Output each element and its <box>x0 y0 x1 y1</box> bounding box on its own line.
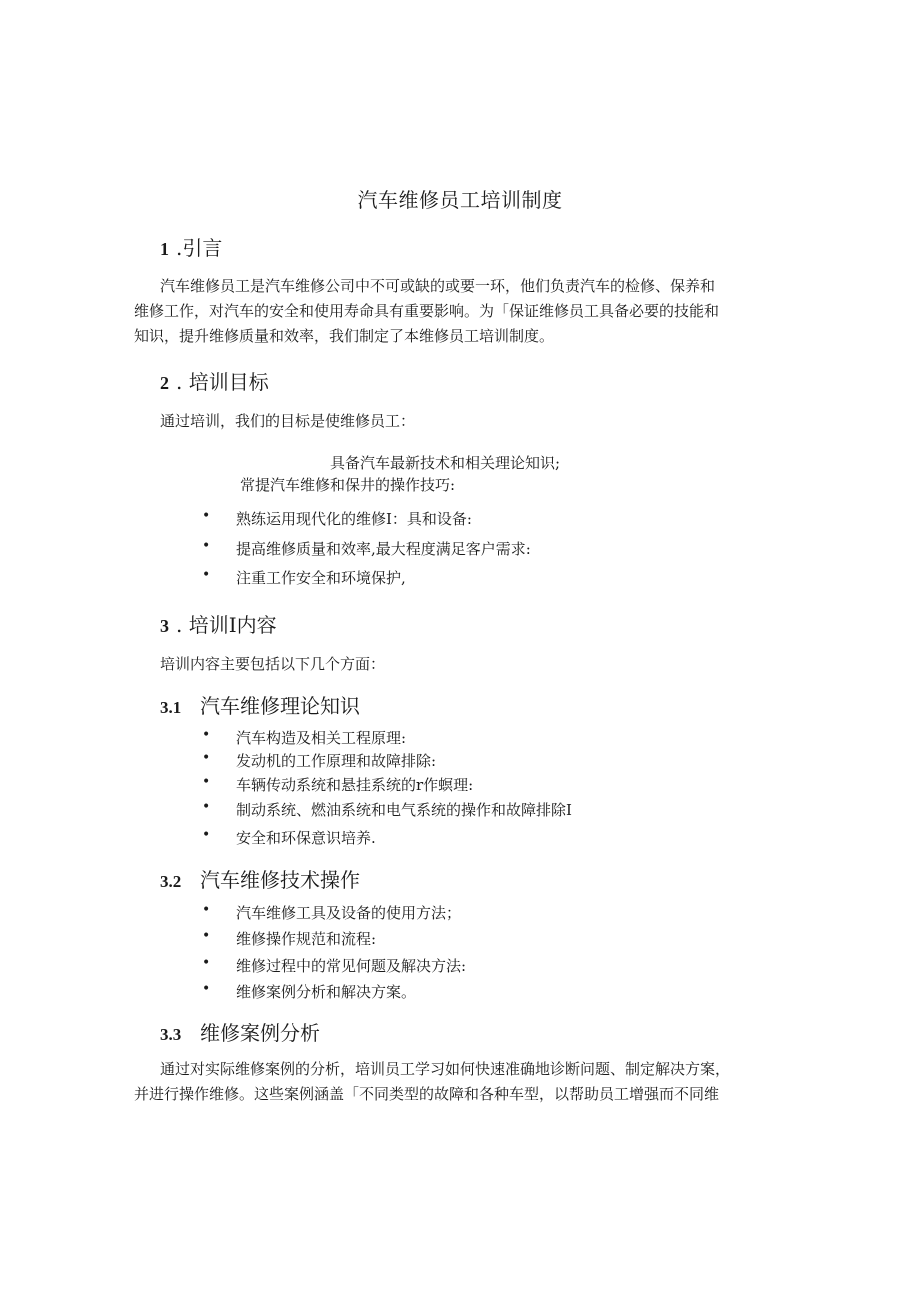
theory-bullet-text: 车辆传动系统和悬挂系统的r作螟理: <box>236 776 474 794</box>
section-2-intro: 通过培训，我们的目标是使维修员工： <box>160 412 416 430</box>
subsection-title: 汽车维修理论知识 <box>200 694 360 718</box>
subsection-number: 3.3 <box>160 1025 182 1044</box>
bullet-icon: • <box>202 955 211 971</box>
subsection-number: 3.1 <box>160 698 182 717</box>
goal-bullet-text: 注重工作安全和环境保护, <box>236 569 406 587</box>
goal-bullet-text: 熟练运用现代化的维修I：具和设备: <box>236 510 472 528</box>
section-1-paragraph-line: 知识，提升维修质量和效率，我们制定了本维修员工培训制度。 <box>134 327 555 345</box>
bullet-icon: • <box>202 567 211 583</box>
bullet-icon: • <box>202 981 211 997</box>
goal-bullet-item <box>202 567 406 588</box>
theory-bullet-text: 汽车构造及相关工程原理: <box>236 729 407 747</box>
operation-bullet-item <box>202 981 417 1002</box>
case-paragraph-line: 通过对实际维修案例的分析，培训员工学习如何快速准确地诊断问题、制定解决方案， <box>160 1060 731 1078</box>
bullet-icon: • <box>202 902 211 918</box>
bullet-icon: • <box>202 928 211 944</box>
section-number: 1 <box>160 239 169 259</box>
bullet-icon: • <box>202 799 211 815</box>
operation-bullet-text: 维修过程中的常见何题及解决方法: <box>236 957 467 975</box>
bullet-icon: • <box>202 750 211 766</box>
bullet-icon: • <box>202 774 211 790</box>
section-1-paragraph-line: 汽车维修员工是汽车维修公司中不可或缺的或要一环，他们负责汽车的检修、保养和 <box>160 277 716 295</box>
theory-bullet-text: 发动机的工作原理和故障排除: <box>236 752 437 770</box>
operation-bullet-text: 维修操作规范和流程: <box>236 930 377 948</box>
section-number: 2 <box>160 373 169 393</box>
operation-bullet-text: 维修案例分析和解决方案。 <box>236 983 417 1001</box>
subsection-3-3-heading <box>160 1017 320 1046</box>
operation-bullet-item <box>202 902 462 923</box>
theory-bullet-item <box>202 774 474 795</box>
theory-bullet-text: 制动系统、燃油系统和电气系统的操作和故障排除I <box>236 801 572 819</box>
section-title: .引言 <box>176 236 223 260</box>
bullet-icon: • <box>202 827 211 843</box>
section-number: 3 <box>160 616 169 636</box>
subsection-number: 3.2 <box>160 872 182 891</box>
goal-item: 具备汽车最新技术和相关理论知识; <box>330 454 561 472</box>
goal-bullet-item <box>202 508 472 529</box>
subsection-title: 汽车维修技术操作 <box>200 868 360 892</box>
section-1-paragraph-line: 维修工作，对汽车的安全和使用寿命具有重要影响。为「保证维修员工具备必要的技能和 <box>134 302 720 320</box>
subsection-3-1-heading <box>160 690 360 719</box>
bullet-icon: • <box>202 508 211 524</box>
subsection-3-2-heading <box>160 864 360 893</box>
section-title: . 培训目标 <box>176 370 269 394</box>
theory-bullet-item <box>202 750 437 771</box>
operation-bullet-item <box>202 955 467 976</box>
bullet-icon: • <box>202 727 211 743</box>
theory-bullet-item <box>202 727 407 748</box>
document-title: 汽车维修员工培训制度 <box>357 188 563 212</box>
goal-bullet-item <box>202 538 531 559</box>
section-2-heading <box>160 366 269 395</box>
section-1-heading <box>160 232 222 261</box>
goal-item: 常提汽车维修和保井的操作技巧: <box>240 476 456 494</box>
goal-bullet-text: 提高维修质量和效率,最大程度满足客户需求: <box>236 540 531 558</box>
operation-bullet-item <box>202 928 377 949</box>
bullet-icon: • <box>202 538 211 554</box>
theory-bullet-text: 安全和环保意识培养. <box>236 829 376 847</box>
subsection-title: 维修案例分析 <box>200 1021 320 1045</box>
theory-bullet-item <box>202 827 376 848</box>
section-3-heading <box>160 609 277 638</box>
operation-bullet-text: 汽车维修工具及设备的使用方法； <box>236 904 462 922</box>
theory-bullet-item <box>202 799 572 820</box>
section-3-intro: 培训内容主要包括以下几个方面： <box>160 655 386 673</box>
section-title: . 培训I内容 <box>176 613 277 637</box>
case-paragraph-line: 并进行操作维修。这些案例涵盖「不同类型的故障和各种车型，以帮助员工增强而不同维 <box>134 1085 720 1103</box>
